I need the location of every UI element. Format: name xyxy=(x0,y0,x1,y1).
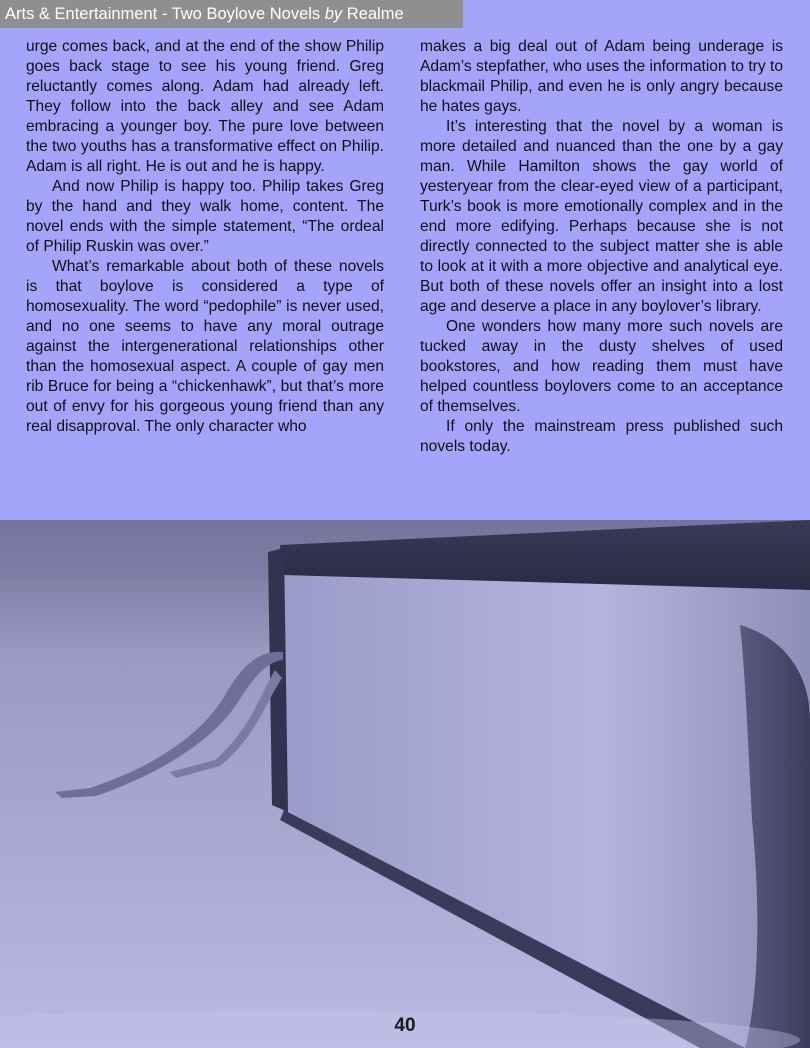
paragraph: What’s remarkable about both of these novels is that boylove is considered a type of homosexuality. The word “pedophile” is never used, and no one seems to have any moral outrage against the intergenerational relationships other than the homosexual aspect. A couple of gay men rib Bruce for being a “chickenhawk”, but that’s more out of envy for his gorgeous young friend than any real disapproval. The only character who xyxy=(26,258,384,435)
paragraph: If only the mainstream press published such novels today. xyxy=(420,418,783,455)
paragraph: makes a big deal out of Adam being underage is Adam’s stepfather, who uses the information to try to blackmail Philip, and even he is only angry because he hates gays. xyxy=(420,38,783,115)
paragraph: urge comes back, and at the end of the show Philip goes back stage to see his young friend. Greg reluctantly comes along. Adam had already left. They follow into the back alley and see Adam embracing a younger boy. The pure love between the two youths has a transformative effect on Philip. Adam is all right. He is out and he is happy. xyxy=(26,38,384,175)
book-photo xyxy=(0,520,810,1048)
paragraph: One wonders how many more such novels are tucked away in the dusty shelves of used bookstores, and how reading them must have helped countless boylovers come to an acceptance of themselves. xyxy=(420,318,783,415)
article-text-area xyxy=(0,0,810,520)
section-header xyxy=(0,0,463,28)
byline-author: Realme xyxy=(342,5,404,23)
byline-by: by xyxy=(324,5,343,23)
page-number: 40 xyxy=(394,1015,416,1036)
section-title: Arts & Entertainment - Two Boylove Novels xyxy=(5,5,325,23)
right-column xyxy=(420,37,783,457)
paragraph: It’s interesting that the novel by a woman is more detailed and nuanced than the one by a gay man. While Hamilton shows the gay world of yesteryear from the clear-eyed view of a participant, Turk’s book is more emotionally complex and in the end more edifying. Perhaps because she is not directly connected to the subject matter she is able to look at it with a more objective and analytical eye. But both of these novels offer an insight into a lost age and deserve a place in any boylover’s library. xyxy=(420,118,783,315)
book-with-ribbon-bookmark-icon xyxy=(0,520,810,1048)
paragraph: And now Philip is happy too. Philip takes Greg by the hand and they walk home, content. The novel ends with the simple statement, “The ordeal of Philip Ruskin was over.” xyxy=(26,178,384,255)
left-column xyxy=(26,37,384,437)
